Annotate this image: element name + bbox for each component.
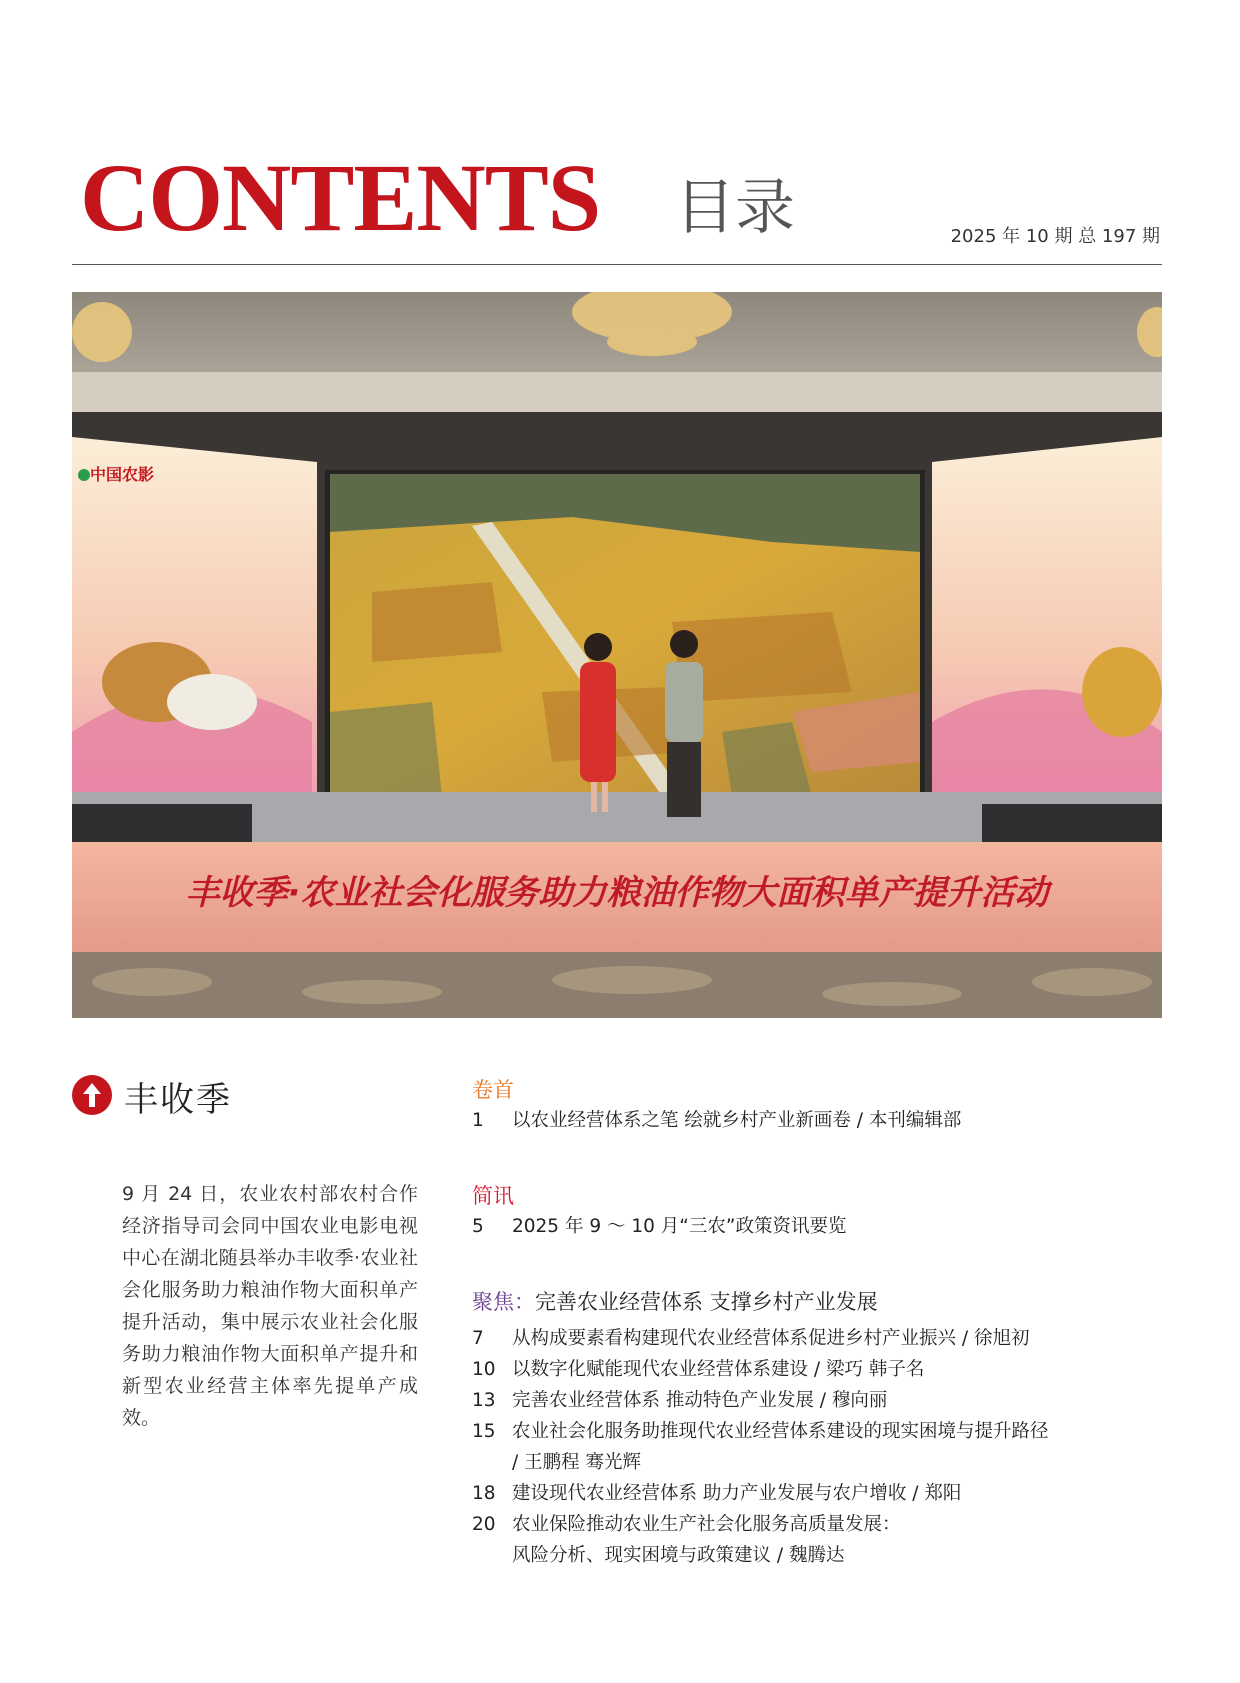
up-arrow-icon bbox=[72, 1075, 112, 1115]
section-heading-focus bbox=[472, 1287, 1172, 1317]
header-divider bbox=[72, 264, 1162, 265]
toc-entry-subtitle: 风险分析、现实困境与政策建议 / 魏腾达 bbox=[512, 1545, 845, 1566]
section-heading-jianxun: 简讯 bbox=[472, 1184, 514, 1208]
table-of-contents bbox=[472, 1075, 1172, 1571]
toc-entry-title: 农业保险推动农业生产社会化服务高质量发展： bbox=[512, 1514, 901, 1535]
toc-entry-title: 以农业经营体系之笔 绘就乡村产业新画卷 / 本刊编辑部 bbox=[512, 1110, 962, 1131]
toc-entry-title: 以数字化赋能现代农业经营体系建设 / 梁巧 韩子名 bbox=[512, 1359, 925, 1380]
toc-entry[interactable] bbox=[472, 1416, 1172, 1478]
issue-info: 2025 年 10 期 总 197 期 bbox=[950, 226, 1160, 247]
toc-entry-title: 农业社会化服务助推现代农业经营体系建设的现实困境与提升路径 bbox=[512, 1421, 1049, 1442]
toc-page-number: 1 bbox=[472, 1110, 484, 1131]
toc-page-number: 15 bbox=[472, 1421, 496, 1442]
focus-prefix: 聚焦： bbox=[472, 1290, 535, 1314]
focus-title: 完善农业经营体系 支撑乡村产业发展 bbox=[535, 1290, 878, 1314]
toc-page-number: 10 bbox=[472, 1359, 496, 1380]
toc-entry-title: 从构成要素看构建现代农业经营体系促进乡村产业振兴 / 徐旭初 bbox=[512, 1328, 1030, 1349]
feature-title: 丰收季 bbox=[124, 1080, 232, 1120]
stage-banner-text: 丰收季·农业社会化服务助力粮油作物大面积单产提升活动 bbox=[185, 873, 1049, 913]
page-title-en: CONTENTS bbox=[80, 144, 601, 251]
section-heading-juanshou: 卷首 bbox=[472, 1078, 514, 1102]
toc-entry[interactable] bbox=[472, 1323, 1172, 1354]
toc-entry[interactable] bbox=[472, 1211, 1172, 1242]
toc-entry-title: 完善农业经营体系 推动特色产业发展 / 穆向丽 bbox=[512, 1390, 888, 1411]
toc-entry-title: 2025 年 9 ～ 10 月“三农”政策资讯要览 bbox=[512, 1216, 847, 1237]
logo-mark bbox=[78, 469, 90, 481]
feature-description: 9 月 24 日，农业农村部农村合作经济指导司会同中国农业电影电视中心在湖北随县举办丰收季·农业社会化服务助力粮油作物大面积单产提升活动，集中展示农业社会化服务助力粮油作物大面积单产提升和新型农业经营主体率先提单产成效。 bbox=[122, 1183, 418, 1429]
toc-page-number: 18 bbox=[472, 1483, 496, 1504]
toc-page-number: 20 bbox=[472, 1514, 496, 1535]
toc-entry-title: 建设现代农业经营体系 助力产业发展与农户增收 / 郑阳 bbox=[512, 1483, 962, 1504]
banner-logo: 中国农影 bbox=[90, 465, 155, 484]
toc-page-number: 5 bbox=[472, 1216, 484, 1237]
cover-photo bbox=[72, 292, 1162, 1018]
toc-entry[interactable] bbox=[472, 1385, 1172, 1416]
toc-entry[interactable] bbox=[472, 1509, 1172, 1571]
toc-page-number: 7 bbox=[472, 1328, 484, 1349]
toc-entry-author: / 王鹏程 骞光辉 bbox=[512, 1452, 641, 1473]
toc-entry[interactable] bbox=[472, 1478, 1172, 1509]
toc-page-number: 13 bbox=[472, 1390, 496, 1411]
toc-entry[interactable] bbox=[472, 1105, 1172, 1136]
toc-entry[interactable] bbox=[472, 1354, 1172, 1385]
page-title-cn: 目录 bbox=[675, 173, 795, 243]
